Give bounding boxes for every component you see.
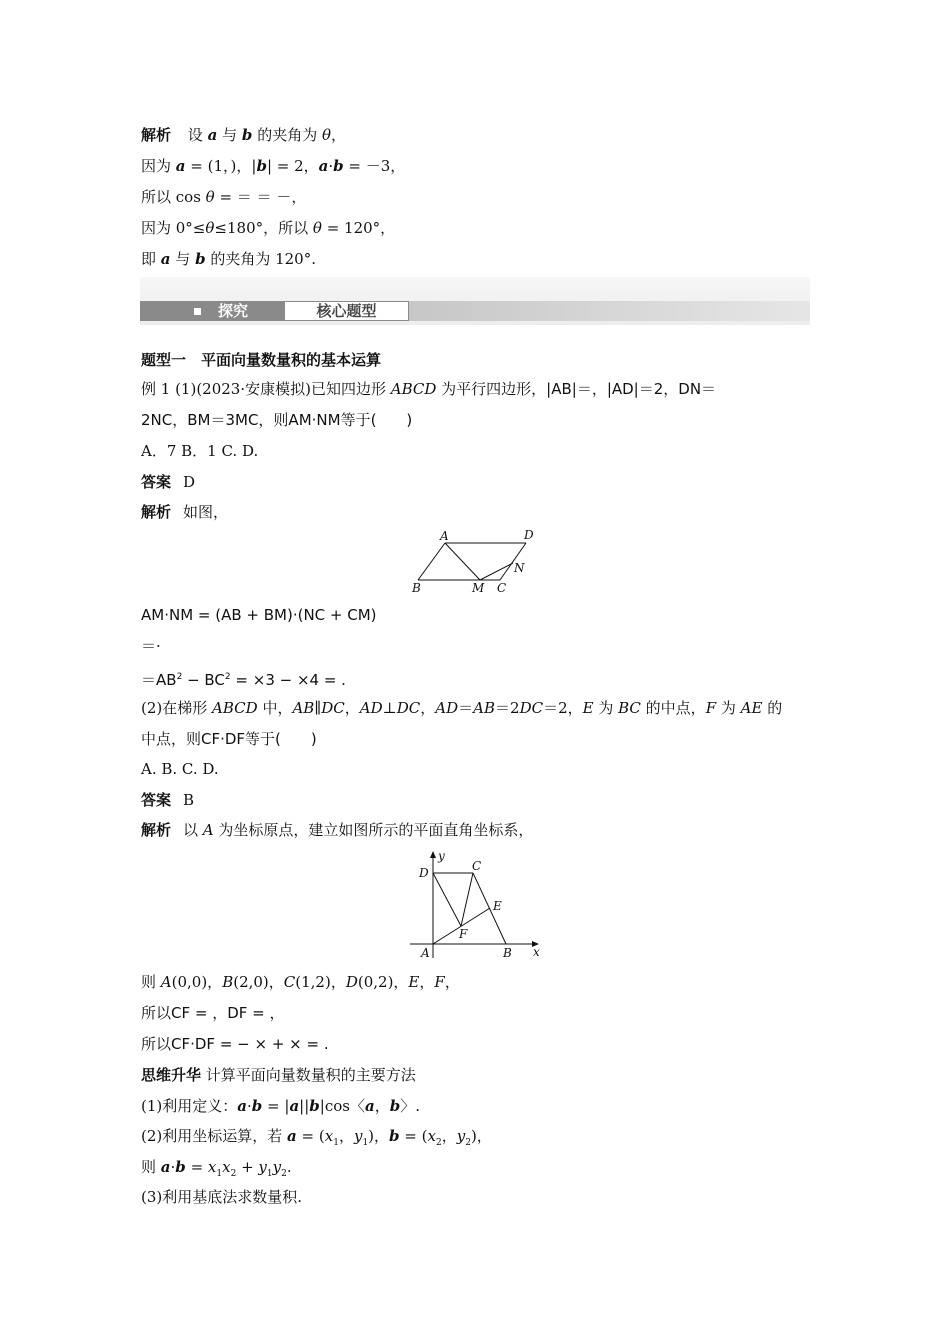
dc: DC [396,699,421,717]
d: D [345,973,358,991]
label-c: C [497,581,507,595]
vector-a: a [175,157,186,175]
y: y [258,1158,267,1176]
abcd: ABCD [390,380,437,398]
method-1 [141,1096,420,1116]
sub: 2 [465,1138,471,1148]
method-2b [141,1157,292,1184]
calc-line-1: AM·NM = (AB + BM)·(NC + CM) [141,606,377,624]
answer-value: B [183,791,195,809]
y: y [456,1127,466,1145]
vector-a: a [160,250,171,268]
example-1-line-2: 2NC，BM＝3MC，则AM·NM等于( ) [141,411,413,429]
text: ， [420,699,436,717]
abcd: ABCD [212,699,258,717]
text: ， [331,126,347,144]
square-bullet-icon [194,308,201,315]
section-banner [140,277,810,325]
x: x [324,1127,334,1145]
text: ， [344,699,360,717]
ad: AD [359,699,383,717]
method-2 [141,1126,492,1153]
jiexi-2 [141,820,533,840]
calc-line-2: ＝· [141,637,161,655]
e: E [582,699,594,717]
parallelogram-figure [405,524,545,598]
label-d: D [419,866,429,880]
jiexi-1 [141,502,228,522]
theta: θ [205,188,215,206]
y: y [272,1158,282,1176]
text: (1)利用定义： [141,1097,238,1115]
bc: BC [618,699,641,717]
answer-label: 答案 [141,791,172,809]
sub: 2 [230,1169,237,1179]
text: 因为 0°≤ [141,219,206,237]
vector-a: a [237,1097,247,1115]
sub: 1 [333,1138,339,1148]
dot: · [328,157,334,175]
problem-2-line-2: 中点，则CF·DF等于( ) [141,730,317,748]
text: = [185,1158,208,1176]
b: B [222,973,234,991]
x: x [427,1127,436,1145]
text: ， [419,973,435,991]
sub: 1 [266,1169,273,1179]
text: = 120°， [321,219,396,237]
text: ＝AB [141,671,177,689]
text: − BC [182,671,225,689]
x: x [207,1158,217,1176]
edge-ab [418,543,445,580]
text: 的中点， [640,699,706,717]
sup: 2 [176,672,183,682]
sub: 2 [281,1169,287,1179]
text: 设 [187,126,203,144]
answer-label: 答案 [141,473,172,491]
vector-b: b [251,1097,263,1115]
vector-a: a [160,1158,171,1176]
cf-df-line: 所以CF = ，DF = ， [141,1004,285,1022]
label-f: F [459,927,468,941]
options-2: A. B. C. D. [141,760,219,778]
text: ≤180°，所以 [214,219,313,237]
segment-mn [480,563,513,580]
cf-dot-df-line: 所以CF·DF = − × + × = . [141,1035,329,1053]
text: = ( [399,1127,428,1145]
ad: AD [435,699,459,717]
parallel: ∥ [314,699,322,717]
problem-2-line-1 [141,698,782,718]
dc: DC [321,699,345,717]
think-label: 思维升华 [141,1066,202,1084]
theta: θ [312,219,322,237]
text: 与 [222,126,238,144]
dot: · [170,1158,176,1176]
text: | = 2， [266,157,319,175]
f: F [705,699,717,717]
example-1-line-1 [141,379,716,399]
text: 因为 [141,157,172,175]
vector-a: a [287,1127,297,1145]
text: )， [470,1127,492,1145]
think-text: 计算平面向量数量积的主要方法 [205,1066,416,1084]
e: E [408,973,420,991]
text: ＝2， [543,699,583,717]
label-n: N [514,561,525,575]
plus: + [236,1158,259,1176]
text: = ×3 − ×4 = . [230,671,346,689]
text: ＝ [458,699,474,717]
text: 与 [170,250,196,268]
dot: · [246,1097,252,1115]
banner-right-label: 核心题型 [316,302,377,320]
segment-df [433,873,461,926]
solution-line-3 [141,187,306,207]
answer-1 [141,472,195,492]
text: 的夹角为 120°. [205,250,316,268]
solution-line-4 [141,218,395,238]
label-b: B [503,946,512,960]
solution-line-5 [141,249,316,269]
sub: 2 [435,1138,442,1148]
text: = －3， [343,157,406,175]
text: 中， [257,699,293,717]
text: = ( [296,1127,325,1145]
period: . [286,1158,292,1176]
sub: 1 [362,1138,369,1148]
a: A [202,821,214,839]
jiexi-label: 解析 [141,821,172,839]
text: )， [368,1127,390,1145]
text: = (1，)，| [185,157,257,175]
theta: θ [205,219,215,237]
text: || [299,1097,310,1115]
coords-line [141,972,460,992]
label-d: D [524,528,534,542]
options-1: A．7 B．1 C. D. [141,442,259,460]
answer-value: D [183,473,196,491]
text: (2)利用坐标运算，若 [141,1127,288,1145]
text: (0,0)， [171,973,223,991]
text: 为平行四边形，|AB|＝，|AD|＝2，DN＝ [436,380,717,398]
label-a: A [421,946,430,960]
text: 则 [141,1158,161,1176]
text: 以 [183,821,203,839]
text: 如图， [183,503,229,521]
method-3: (3)利用基底法求数量积. [141,1188,303,1206]
y: y [353,1127,363,1145]
vector-a: a [289,1097,300,1115]
text: = | [262,1097,290,1115]
perp: ⊥ [382,699,397,717]
vector-a: a [364,1097,375,1115]
vector-b: b [175,1158,186,1176]
vector-a: a [318,157,329,175]
jiexi-label: 解析 [141,126,172,144]
a: A [160,973,172,991]
text: 为 [716,699,741,717]
segment-cf [461,873,473,926]
x: x [222,1158,231,1176]
vector-b: b [256,157,267,175]
text: |cos〈 [319,1097,365,1115]
sup: 2 [224,672,231,682]
text: 〉. [400,1097,420,1115]
c: C [283,973,296,991]
answer-2 [141,790,194,810]
f: F [434,973,445,991]
text: 的夹角为 [257,126,318,144]
text: (0,2)， [357,973,409,991]
text: ， [441,1127,457,1145]
ab: AB [292,699,315,717]
text: ， [338,1127,354,1145]
banner-left-label: 探究 [218,302,249,320]
label-y: y [438,849,445,863]
y-axis-arrow-icon [430,851,436,858]
vector-b: b [241,126,253,144]
ab: AB [473,699,496,717]
vector-b: b [309,1097,320,1115]
ae: AE [740,699,763,717]
text: = ＝ ＝ －， [214,188,307,206]
text: 即 [141,250,161,268]
text: 所以 cos [141,188,206,206]
label-c: C [472,859,482,873]
think-heading [141,1065,416,1085]
theta: θ [321,126,332,144]
text: ， [374,1097,390,1115]
text: 例 1 (1)(2023·安康模拟)已知四边形 [141,380,391,398]
vector-b: b [389,1097,401,1115]
text: (2)在梯形 [141,699,213,717]
vector-b: b [389,1127,400,1145]
vector-b: b [195,250,206,268]
label-x: x [533,945,540,959]
solution-line-2 [141,156,405,176]
section-title: 题型一 平面向量数量积的基本运算 [141,351,382,369]
label-e: E [493,899,502,913]
text: ＝2 [495,699,520,717]
label-m: M [472,581,485,595]
vector-b: b [333,157,344,175]
label-b: B [412,581,421,595]
vector-a: a [207,126,218,144]
label-a: A [440,529,449,543]
sub: 1 [216,1169,223,1179]
segment-am [445,543,480,580]
text: 为坐标原点，建立如图所示的平面直角坐标系， [213,821,534,839]
banner-dark-block [140,301,284,321]
coordinate-figure [405,846,550,964]
solution-line-1 [141,125,346,145]
text: 为 [593,699,619,717]
text: ， [444,973,460,991]
jiexi-label: 解析 [141,503,172,521]
text: 则 [141,973,161,991]
text: (1,2)， [295,973,346,991]
dc: DC [519,699,544,717]
calc-line-3 [141,667,346,690]
text: (2,0)， [233,973,284,991]
text: 的 [762,699,783,717]
